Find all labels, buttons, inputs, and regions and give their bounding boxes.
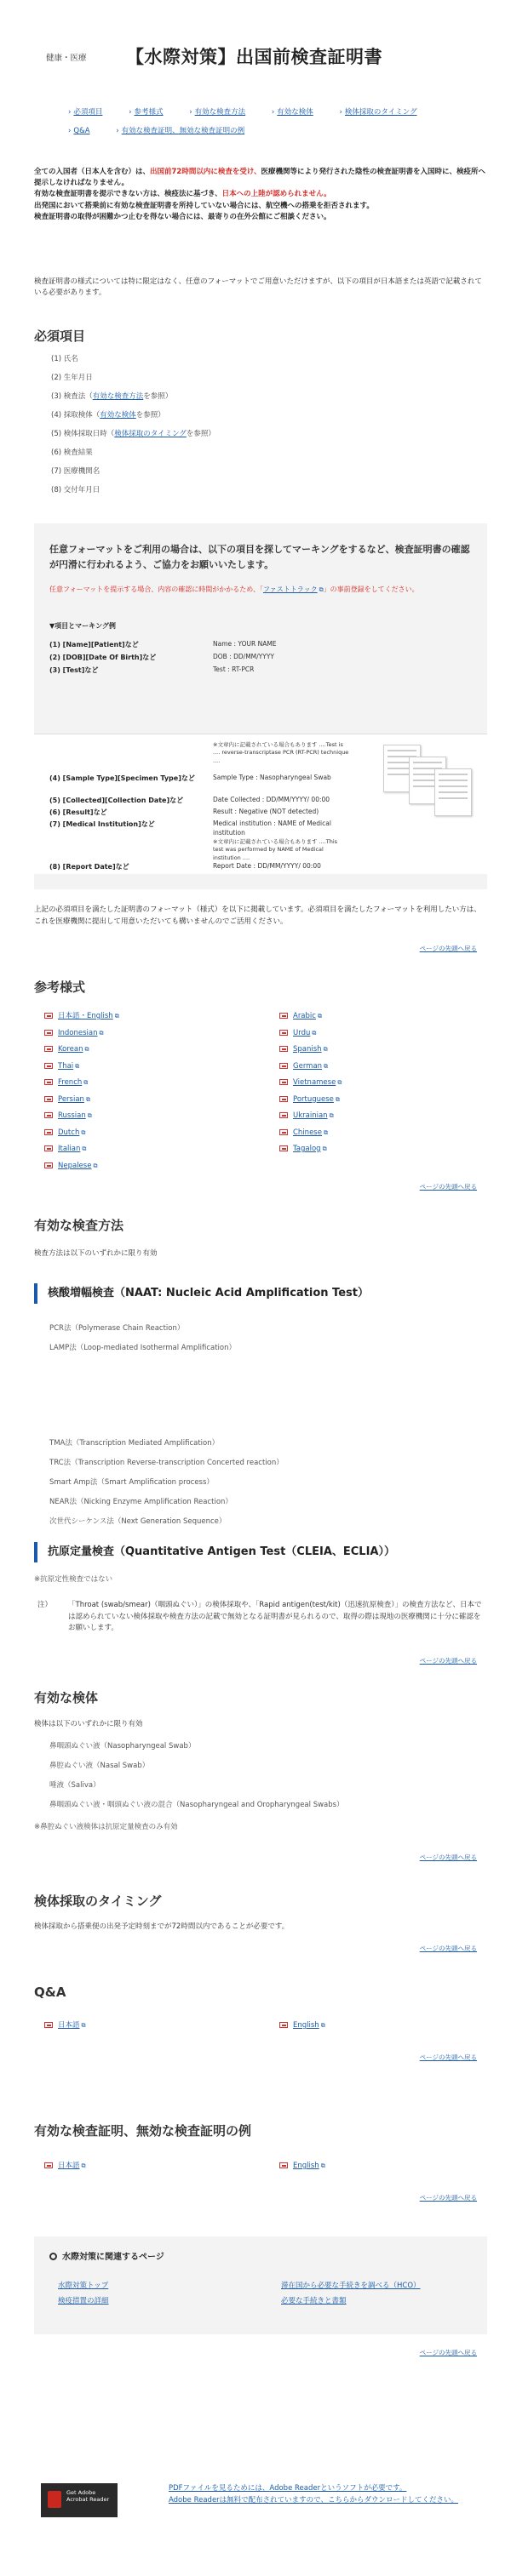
external-link-icon: ⧉ bbox=[323, 1046, 328, 1053]
pdf-icon bbox=[279, 1145, 288, 1151]
reference-format-link[interactable]: Chinese ⧉ bbox=[279, 1128, 328, 1138]
reference-format-link[interactable]: 日本語・English ⧉ bbox=[44, 1011, 119, 1021]
pdf-icon bbox=[44, 1079, 53, 1085]
pdf-icon bbox=[279, 1063, 288, 1069]
pdf-icon bbox=[44, 1013, 53, 1019]
back-to-top-link[interactable]: ページの先頭へ戻る bbox=[419, 945, 477, 952]
category-label: 健康・医療 bbox=[46, 54, 87, 63]
arrow-icon: › bbox=[68, 127, 72, 136]
reference-format-link[interactable]: Italian ⧉ bbox=[44, 1144, 86, 1154]
reference-format-link[interactable]: Dutch ⧉ bbox=[44, 1128, 85, 1138]
subheading-antigen: 抗原定量検査（Quantitative Antigen Test（CLEIA、ECLIA）） bbox=[34, 1542, 395, 1562]
format-links-note: 上記の必須項目を満たした証明書のフォーマット（様式）を以下に掲載しています。必須項目を満たしたフォーマットを利用したい方は、これを医療機関に提出して用意いただいても構いませんのでご活用ください。 bbox=[34, 905, 481, 926]
external-link-icon: ⧉ bbox=[81, 2162, 86, 2169]
pdf-icon bbox=[279, 1046, 288, 1052]
related-link[interactable]: 水際対策トップ bbox=[58, 2282, 109, 2290]
list-item: (5) 検体採取日時（検体採取のタイミングを参照） bbox=[51, 430, 215, 438]
fasttrack-link[interactable]: ファストトラック bbox=[262, 585, 318, 593]
back-to-top-link[interactable]: ページの先頭へ戻る bbox=[419, 2349, 477, 2356]
related-link[interactable]: 滞在国から必要な手続きを調べる（HCO） bbox=[281, 2282, 421, 2290]
pdf-icon bbox=[44, 2162, 53, 2168]
external-link-icon: ⧉ bbox=[83, 1079, 89, 1086]
nav-item[interactable]: › 参考様式 bbox=[129, 108, 164, 117]
related-pages-box bbox=[34, 2236, 487, 2334]
box-note: 任意フォーマットを提示する場合、内容の確認に時間がかかるため、「ファストトラック ⧉」の事前登録をしてください。 bbox=[49, 585, 419, 593]
back-to-top-link[interactable]: ページの先頭へ戻る bbox=[419, 1853, 477, 1861]
reference-format-link[interactable]: Arabic ⧉ bbox=[279, 1011, 322, 1021]
reference-format-link[interactable]: Ukrainian ⧉ bbox=[279, 1111, 334, 1121]
external-link-icon: ⧉ bbox=[93, 1162, 98, 1169]
list-item: (2) 生年月日 bbox=[51, 374, 93, 382]
external-link-icon: ⧉ bbox=[312, 1029, 317, 1037]
external-link-icon: ⧉ bbox=[323, 1128, 328, 1136]
format-guidance-box: 任意フォーマットをご利用の場合は、以下の項目を探してマーキングをするなど、検査証明書の確認が円滑に行われるよう、ご協力をお願いいたします。 任意フォーマットを提示する場合、内容の確認に時間がかかるため、「ファストトラック ⧉」の事前登録をしてください。 ▼項目とマーキング例 (1) [Name][Patient]など Name : YOUR NAME (2) [DOB][Date Of Birth]など DOB : DD/MM/YYYY (3) [Test]など Test : RT-PCR ※文章内に記載されている場合もあります ....Test is .... reverse-transcriptase PCR (RT-PCR) technique .... (4) [Sample Type][Specimen Type]など Sample Type : Nasopharyngeal Swab (5) [Collected][Collection Date]など Date Collected : DD/MM/YYYY/ 00:00 (6) [Result]など Result : Negative (NOT detected) (7) [Medical Institution]など Medical institution : NAME of Medical institution ※文章内に記載されている場合もあります ....This test was performed by NAME of Medical institution .... (8) [Report Date]など Report Date : DD/MM/YYYY/ 00:00 bbox=[34, 523, 487, 889]
external-link-icon: ⧉ bbox=[329, 1112, 334, 1119]
reference-format-link[interactable]: Indonesian ⧉ bbox=[44, 1028, 104, 1038]
arrow-icon: › bbox=[116, 127, 119, 136]
pdf-icon bbox=[279, 2022, 288, 2028]
section-heading-required: 必須項目 bbox=[34, 328, 86, 344]
reference-format-link[interactable]: French ⧉ bbox=[44, 1077, 88, 1088]
external-link-icon: ⧉ bbox=[75, 1062, 80, 1070]
section-heading-qa: Q&A bbox=[34, 1985, 66, 2000]
reference-format-link[interactable]: Nepalese ⧉ bbox=[44, 1161, 97, 1171]
external-link-icon: ⧉ bbox=[85, 1095, 90, 1103]
pdf-icon bbox=[44, 1063, 53, 1069]
section-heading-methods: 有効な検査方法 bbox=[34, 1218, 124, 1233]
pdf-icon bbox=[44, 1096, 53, 1102]
external-link-icon: ⧉ bbox=[99, 1029, 104, 1037]
nav-item[interactable]: › 検体採取のタイミング bbox=[339, 108, 417, 117]
reference-format-link[interactable]: Tagalog ⧉ bbox=[279, 1144, 327, 1154]
external-link-icon: ⧉ bbox=[322, 1145, 327, 1152]
page-title: 【水際対策】出国前検査証明書 bbox=[126, 47, 382, 67]
box-heading: 任意フォーマットをご利用の場合は、以下の項目を探してマーキングをするなど、検査証明書の確認が円滑に行われるよう、ご協力をお願いいたします。 bbox=[49, 544, 470, 570]
examples-link-en[interactable]: English ⧉ bbox=[279, 2161, 325, 2171]
nav-item[interactable]: › 有効な検体 bbox=[271, 108, 313, 117]
related-link[interactable]: 必要な手続きと書類 bbox=[281, 2297, 347, 2305]
pdf-icon bbox=[279, 1079, 288, 1085]
related-link[interactable]: 検疫措置の詳細 bbox=[58, 2297, 109, 2305]
reference-format-link[interactable]: Russian ⧉ bbox=[44, 1111, 92, 1121]
reference-format-link[interactable]: Korean ⧉ bbox=[44, 1044, 89, 1054]
pdf-icon bbox=[279, 1030, 288, 1036]
caution-note: 「Throat (swab/smear)（咽頭ぬぐい）」の検体採取や、「Rapid antigen(test/kit)（迅速抗原検査）」の検査方法など、日本では認められていない検体採取や検査方法の記載で無効となる証明書が見られるので、取得の際は現地の医療機関に十分に確認をお願いします。 bbox=[68, 1601, 482, 1633]
external-link-icon: ⧉ bbox=[82, 1145, 87, 1152]
pdf-icon bbox=[279, 1096, 288, 1102]
arrow-icon: › bbox=[189, 108, 192, 117]
reference-format-link[interactable]: Urdu ⧉ bbox=[279, 1028, 316, 1038]
external-link-icon: ⧉ bbox=[87, 1112, 92, 1119]
external-link-icon: ⧉ bbox=[319, 586, 324, 593]
example-title: ▼項目とマーキング例 bbox=[49, 622, 116, 630]
back-to-top-link[interactable]: ページの先頭へ戻る bbox=[419, 1945, 477, 1952]
anchor-nav bbox=[68, 107, 494, 146]
adobe-reader-badge[interactable]: Get Adobe Acrobat Reader bbox=[41, 2483, 118, 2517]
arrow-icon: › bbox=[271, 108, 275, 117]
pdf-icon bbox=[44, 2022, 53, 2028]
pdf-reader-note: PDFファイルを見るためには、Adobe Readerというソフトが必要です。 Adobe Readerは無料で配布されていますので、こちらからダウンロードしてください。 bbox=[169, 2484, 459, 2505]
arrow-icon: › bbox=[129, 108, 132, 117]
back-to-top-link[interactable]: ページの先頭へ戻る bbox=[419, 1183, 477, 1191]
intro-notice: 全ての入国者（日本人を含む）は、出国前72時間以内に検査を受け、医療機関等により発行された陰性の検査証明書を入国時に、検疫所へ提示しなければなりません。 有効な検査証明書を提示できない方は、検疫法に基づき、日本への上陸が認められません。 出発国において搭乗前に有効な検査証明書を所持していない場合には、航空機への搭乗を拒否されます。 検査証明書の取得が困難かつ止むを得ない場合には、最寄りの在外公館にご相談ください。 bbox=[34, 168, 486, 221]
document-image bbox=[434, 768, 472, 816]
reference-format-link[interactable]: Thai ⧉ bbox=[44, 1061, 79, 1071]
pdf-icon bbox=[279, 1129, 288, 1135]
reference-format-link[interactable]: Persian ⧉ bbox=[44, 1094, 90, 1105]
external-link-icon: ⧉ bbox=[84, 1046, 89, 1053]
format-note: 検査証明書の様式については特に限定はなく、任意のフォーマットでご用意いただけますが、以下の項目が日本語または英語で記載されている必要があります。 bbox=[34, 277, 482, 298]
section-heading-specimens: 有効な検体 bbox=[34, 1690, 99, 1705]
pdf-icon bbox=[44, 1030, 53, 1036]
list-item: (1) 氏名 bbox=[51, 355, 78, 363]
related-heading: 水際対策に関連するページ bbox=[49, 2252, 164, 2265]
reference-format-link[interactable]: German ⧉ bbox=[279, 1061, 328, 1071]
back-to-top-link[interactable]: ページの先頭へ戻る bbox=[419, 1657, 477, 1665]
search-icon bbox=[49, 2253, 57, 2260]
nav-item[interactable]: › 有効な検査証明、無効な検査証明の例 bbox=[116, 127, 245, 136]
pdf-icon bbox=[44, 1145, 53, 1151]
nav-item[interactable]: › 有効な検査方法 bbox=[189, 108, 246, 117]
section-heading-timing: 検体採取のタイミング bbox=[34, 1893, 162, 1909]
external-link-icon: ⧉ bbox=[81, 1128, 86, 1136]
pdf-icon bbox=[44, 1162, 53, 1168]
reference-format-link[interactable]: Spanish ⧉ bbox=[279, 1044, 328, 1054]
external-link-icon: ⧉ bbox=[81, 2022, 86, 2029]
examples-link-ja[interactable]: 日本語 ⧉ bbox=[44, 2161, 86, 2171]
arrow-icon: › bbox=[339, 108, 342, 117]
list-item: (8) 交付年月日 bbox=[51, 486, 100, 494]
pdf-icon bbox=[44, 1112, 53, 1118]
external-link-icon: ⧉ bbox=[324, 1062, 329, 1070]
pdf-icon bbox=[44, 1129, 53, 1135]
nav-item[interactable]: › 必須項目 bbox=[68, 108, 103, 117]
back-to-top-link[interactable]: ページの先頭へ戻る bbox=[419, 2194, 477, 2202]
reference-format-link[interactable]: Vietnamese ⧉ bbox=[279, 1077, 342, 1088]
qa-link-ja[interactable]: 日本語 ⧉ bbox=[44, 2020, 86, 2031]
external-link-icon: ⧉ bbox=[317, 1013, 322, 1020]
page-header bbox=[0, 0, 511, 102]
list-item: (4) 採取検体（有効な検体を参照） bbox=[51, 411, 165, 420]
external-link-icon: ⧉ bbox=[114, 1013, 119, 1020]
external-link-icon: ⧉ bbox=[320, 2022, 325, 2029]
nav-item[interactable]: › Q&A bbox=[68, 127, 90, 136]
pdf-icon bbox=[44, 1046, 53, 1052]
subheading-naat: 核酸増幅検査（NAAT: Nucleic Acid Amplification Test） bbox=[34, 1283, 369, 1304]
section-heading-examples: 有効な検査証明、無効な検査証明の例 bbox=[34, 2123, 252, 2139]
certificate-example: ※文章内に記載されている場合もあります ....Test is .... reverse-transcriptase PCR (RT-PCR) technique .... (4) [Sample Type][Specimen Type]など Sample Type : Nasopharyngeal Swab (5) [Collected][Collection Date]など Date Collected : DD/MM/YYYY/ 00:00 (6) [Result]など Result : Negative (NOT detected) (7) [Medical Institution]など Medical institution : NAME of Medical institution ※文章内に記載されている場合もあります ....This test was performed by NAME of Medical institution .... (8) [Report Date]など Report Date : DD/MM/YYYY/ 00:00 bbox=[34, 734, 487, 874]
required-items-list bbox=[51, 354, 215, 504]
external-link-icon: ⧉ bbox=[335, 1095, 340, 1103]
external-link-icon: ⧉ bbox=[337, 1079, 342, 1086]
pdf-icon bbox=[279, 1013, 288, 1019]
arrow-icon: › bbox=[68, 108, 72, 117]
qa-link-en[interactable]: English ⧉ bbox=[279, 2020, 325, 2031]
pdf-icon bbox=[279, 1112, 288, 1118]
list-item: (7) 医療機関名 bbox=[51, 467, 100, 476]
external-link-icon: ⧉ bbox=[320, 2162, 325, 2169]
list-item: (6) 検査結果 bbox=[51, 448, 93, 457]
list-item: (3) 検査法（有効な検査方法を参照） bbox=[51, 392, 173, 401]
pdf-icon bbox=[279, 2162, 288, 2168]
reference-format-link[interactable]: Portuguese ⧉ bbox=[279, 1094, 340, 1105]
section-heading-reference: 参考様式 bbox=[34, 980, 86, 995]
back-to-top-link[interactable]: ページの先頭へ戻る bbox=[419, 2053, 477, 2061]
